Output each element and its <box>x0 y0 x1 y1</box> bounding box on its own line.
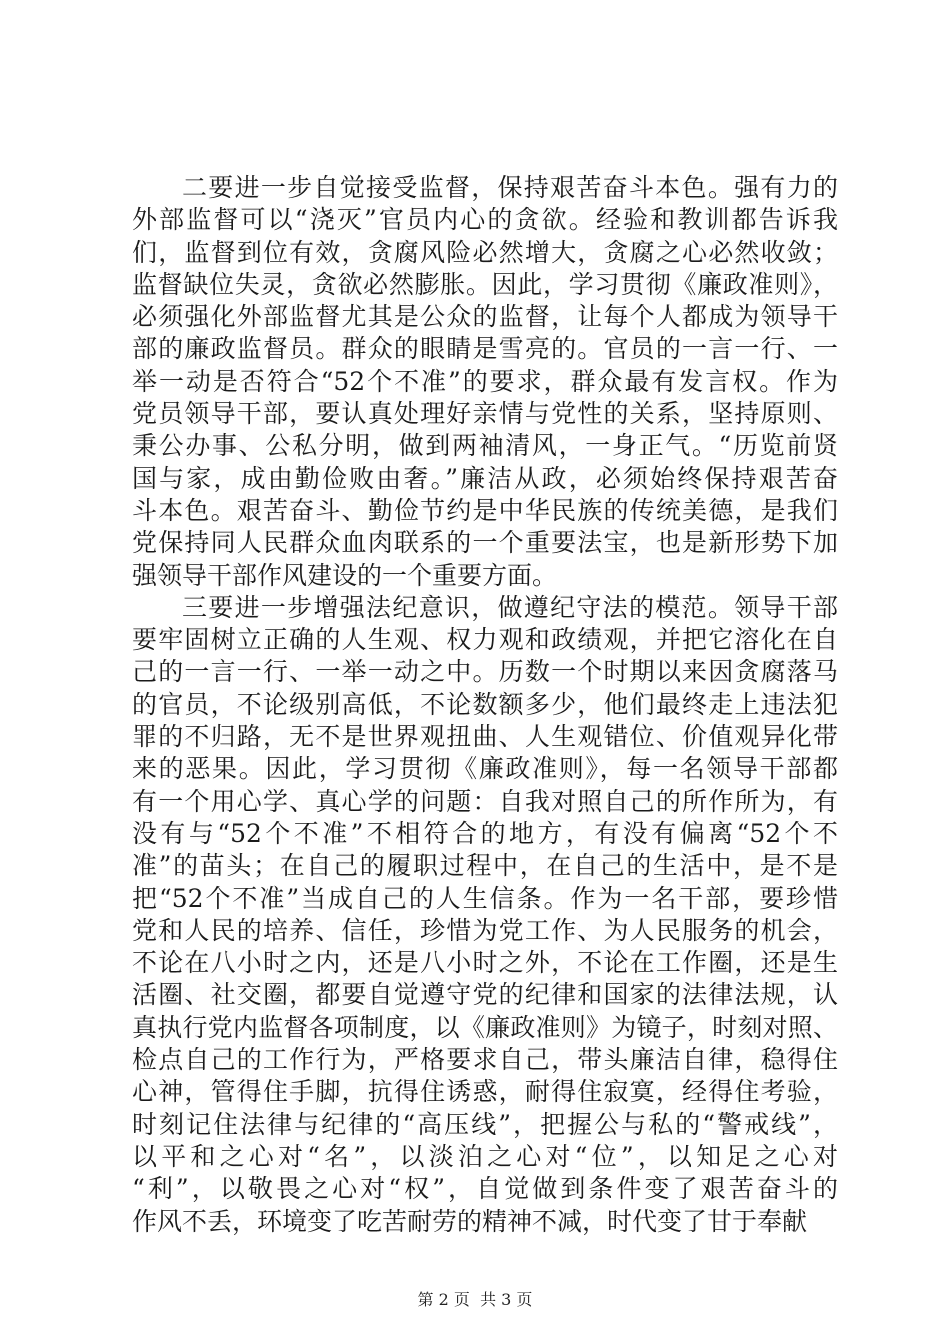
text-line: 外部监督可以“浇灭”官员内心的贪欲。经验和教训都告诉我 <box>132 205 838 235</box>
text-line: “利”，以敬畏之心对“权”，自觉做到条件变了艰苦奋斗的 <box>132 1174 838 1204</box>
text-line: 己的一言一行、一举一动之中。历数一个时期以来因贪腐落马 <box>132 657 838 687</box>
text-line: 监督缺位失灵，贪欲必然膨胀。因此，学习贯彻《廉政准则》， <box>132 269 838 299</box>
text-line: 心神，管得住手脚，抗得住诱惑，耐得住寂寞，经得住考验， <box>132 1077 838 1107</box>
text-line: 时刻记住法律与纪律的“高压线”，把握公与私的“警戒线”， <box>132 1109 838 1139</box>
text-line: 来的恶果。因此，学习贯彻《廉政准则》，每一名领导干部都 <box>132 754 838 784</box>
text-line: 部的廉政监督员。群众的眼睛是雪亮的。官员的一言一行、一 <box>132 334 838 364</box>
text-line: 二要进一步自觉接受监督，保持艰苦奋斗本色。强有力的 <box>182 173 838 202</box>
text-line: 检点自己的工作行为，严格要求自己，带头廉洁自律，稳得住 <box>132 1045 838 1075</box>
text-line: 没有与“52个不准”不相符合的地方，有没有偏离“52个不 <box>132 818 838 848</box>
text-line: 党和人民的培养、信任，珍惜为党工作、为人民服务的机会， <box>132 915 838 945</box>
text-line: 斗本色。艰苦奋斗、勤俭节约是中华民族的传统美德，是我们 <box>132 495 838 525</box>
text-line: 的官员，不论级别高低，不论数额多少，他们最终走上违法犯 <box>132 689 838 719</box>
page-footer: 第 2 页 共 3 页 <box>417 1290 533 1309</box>
text-line: 们，监督到位有效，贪腐风险必然增大，贪腐之心必然收敛； <box>132 237 838 267</box>
text-line: 要牢固树立正确的人生观、权力观和政绩观，并把它溶化在自 <box>132 625 838 655</box>
text-line: 以平和之心对“名”，以淡泊之心对“位”，以知足之心对 <box>132 1141 838 1171</box>
paragraph <box>132 592 838 1238</box>
paragraph <box>132 172 838 592</box>
text-line: 把“52个不准”当成自己的人生信条。作为一名干部，要珍惜 <box>132 883 838 913</box>
text-line: 真执行党内监督各项制度，以《廉政准则》为镜子，时刻对照、 <box>132 1012 838 1042</box>
text-line: 举一动是否符合“52个不准”的要求，群众最有发言权。作为 <box>132 366 838 396</box>
text-line: 有一个用心学、真心学的问题：自我对照自己的所作所为，有 <box>132 786 838 816</box>
text-line: 三要进一步增强法纪意识，做遵纪守法的模范。领导干部 <box>182 592 838 622</box>
text-line: 党员领导干部，要认真处理好亲情与党性的关系，坚持原则、 <box>132 399 838 429</box>
document-body <box>132 172 838 1238</box>
text-line: 罪的不归路，无不是世界观扭曲、人生观错位、价值观异化带 <box>132 722 838 752</box>
text-line: 不论在八小时之内，还是八小时之外，不论在工作圈，还是生 <box>132 948 838 978</box>
text-line: 国与家，成由勤俭败由奢。”廉洁从政，必须始终保持艰苦奋 <box>132 463 838 493</box>
text-line: 作风不丢，环境变了吃苦耐劳的精神不减，时代变了甘于奉献 <box>132 1206 808 1236</box>
text-line: 活圈、社交圈，都要自觉遵守党的纪律和国家的法律法规，认 <box>132 980 838 1010</box>
text-line: 强领导干部作风建设的一个重要方面。 <box>132 560 558 590</box>
text-line: 秉公办事、公私分明，做到两袖清风，一身正气。“历览前贤 <box>132 431 838 461</box>
text-line: 必须强化外部监督尤其是公众的监督，让每个人都成为领导干 <box>132 302 838 332</box>
text-line: 准”的苗头；在自己的履职过程中，在自己的生活中，是不是 <box>132 851 838 881</box>
text-line: 党保持同人民群众血肉联系的一个重要法宝，也是新形势下加 <box>132 528 838 558</box>
